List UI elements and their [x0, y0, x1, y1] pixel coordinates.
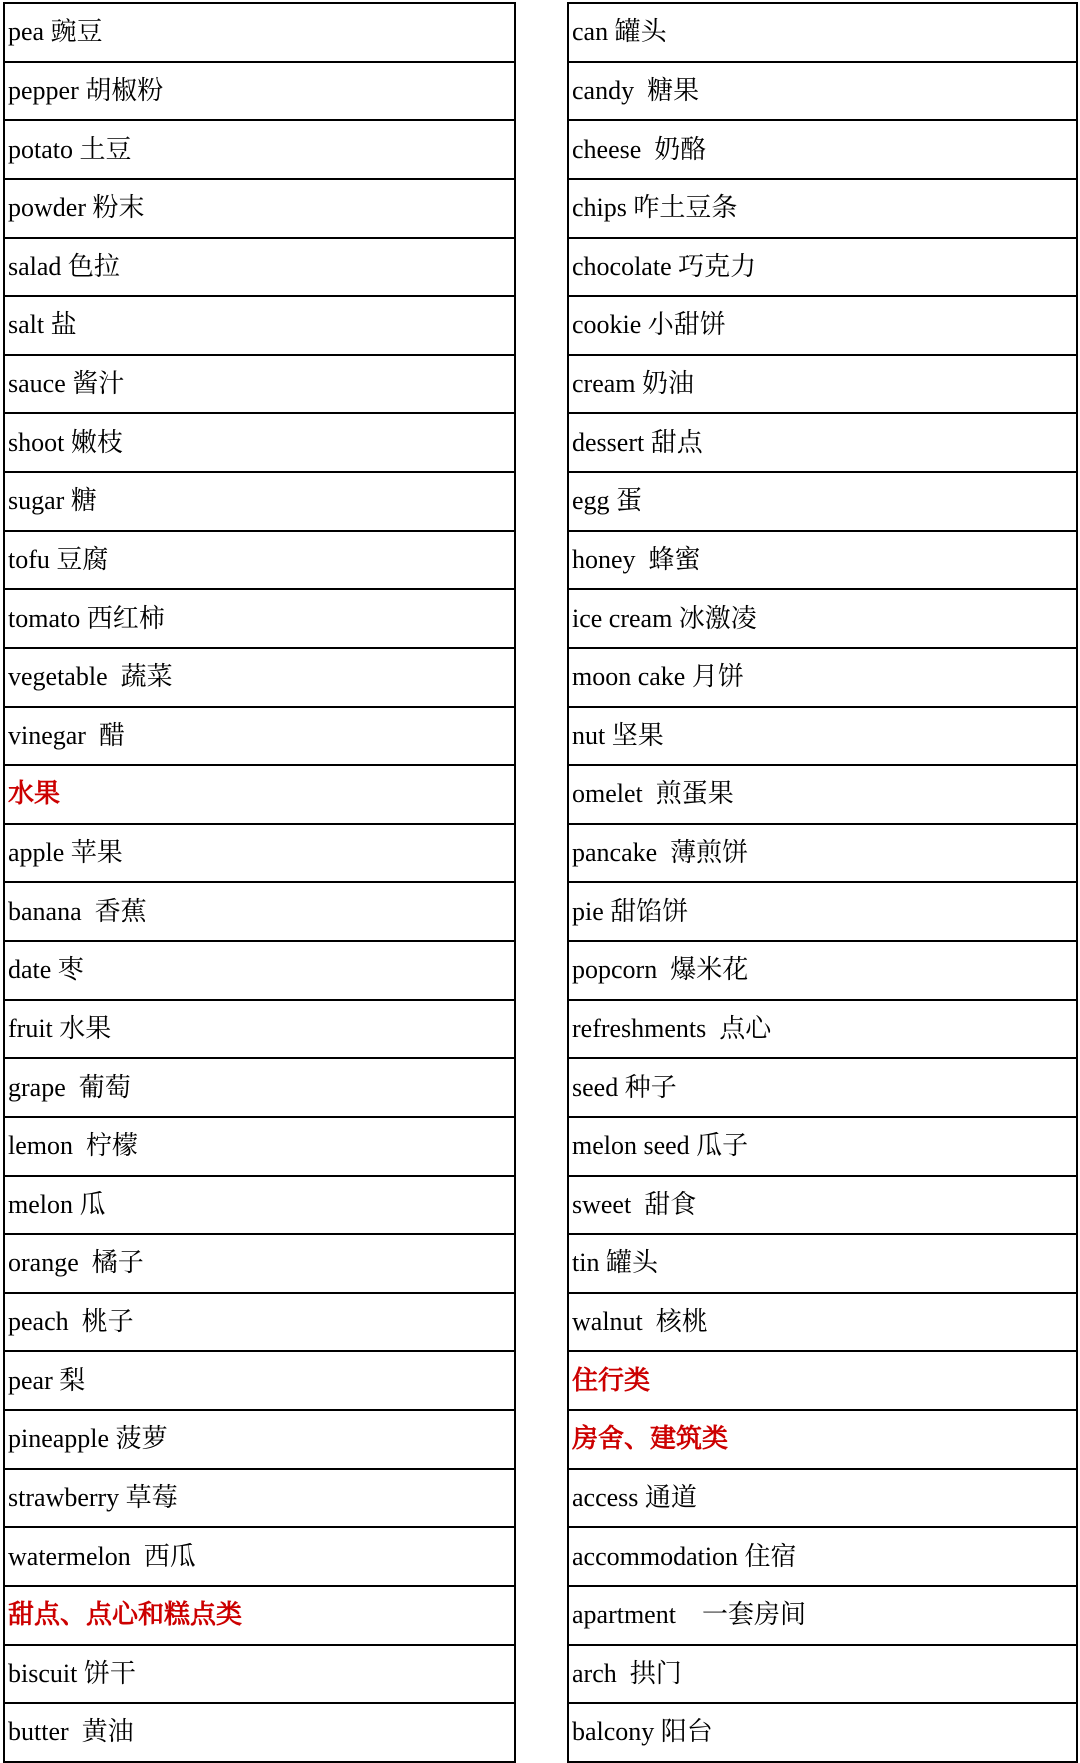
vocabulary-entry: cream 奶油 [568, 355, 1077, 414]
vocabulary-row [4, 62, 515, 121]
vocabulary-row [4, 531, 515, 590]
vocabulary-entry: shoot 嫩枝 [4, 413, 515, 472]
vocabulary-entry: apartment 一套房间 [568, 1586, 1077, 1645]
vocabulary-row [4, 1293, 515, 1352]
vocabulary-row [568, 238, 1077, 297]
category-heading-row [4, 1586, 515, 1645]
vocabulary-entry: honey 蜂蜜 [568, 531, 1077, 590]
vocabulary-entry: sugar 糖 [4, 472, 515, 531]
vocabulary-row [568, 1117, 1077, 1176]
vocabulary-row [568, 1000, 1077, 1059]
vocabulary-table-left [3, 2, 516, 1763]
category-heading: 甜点、点心和糕点类 [4, 1586, 515, 1645]
vocabulary-entry: moon cake 月饼 [568, 648, 1077, 707]
vocabulary-entry: orange 橘子 [4, 1234, 515, 1293]
vocabulary-entry: nut 坚果 [568, 707, 1077, 766]
vocabulary-entry: banana 香蕉 [4, 882, 515, 941]
vocabulary-row [4, 296, 515, 355]
vocabulary-row [4, 1117, 515, 1176]
vocabulary-entry: biscuit 饼干 [4, 1645, 515, 1704]
vocabulary-row [4, 179, 515, 238]
vocabulary-entry: ice cream 冰激凌 [568, 589, 1077, 648]
vocabulary-row [4, 3, 515, 62]
vocabulary-row [568, 1234, 1077, 1293]
vocabulary-entry: peach 桃子 [4, 1293, 515, 1352]
vocabulary-row [568, 1703, 1077, 1762]
vocabulary-entry: chocolate 巧克力 [568, 238, 1077, 297]
vocabulary-entry: pepper 胡椒粉 [4, 62, 515, 121]
vocabulary-row [568, 707, 1077, 766]
vocabulary-row [4, 472, 515, 531]
vocabulary-entry: apple 苹果 [4, 824, 515, 883]
vocabulary-entry: date 枣 [4, 941, 515, 1000]
vocabulary-row [4, 589, 515, 648]
category-heading: 房舍、建筑类 [568, 1410, 1077, 1469]
vocabulary-row [4, 1058, 515, 1117]
vocabulary-row [4, 1000, 515, 1059]
vocabulary-entry: butter 黄油 [4, 1703, 515, 1762]
vocabulary-row [4, 1410, 515, 1469]
vocabulary-row [4, 824, 515, 883]
vocabulary-row [568, 531, 1077, 590]
category-heading-row [568, 1351, 1077, 1410]
vocabulary-row [4, 707, 515, 766]
vocabulary-row [4, 1469, 515, 1528]
category-heading: 水果 [4, 765, 515, 824]
vocabulary-row [4, 648, 515, 707]
vocabulary-entry: balcony 阳台 [568, 1703, 1077, 1762]
vocabulary-entry: seed 种子 [568, 1058, 1077, 1117]
vocabulary-row [4, 1234, 515, 1293]
vocabulary-entry: chips 咋土豆条 [568, 179, 1077, 238]
vocabulary-entry: tomato 西红柿 [4, 589, 515, 648]
vocabulary-row [568, 941, 1077, 1000]
vocabulary-entry: arch 拱门 [568, 1645, 1077, 1704]
vocabulary-row [568, 3, 1077, 62]
vocabulary-entry: melon 瓜 [4, 1176, 515, 1235]
vocabulary-entry: vinegar 醋 [4, 707, 515, 766]
vocabulary-entry: lemon 柠檬 [4, 1117, 515, 1176]
vocabulary-entry: omelet 煎蛋果 [568, 765, 1077, 824]
vocabulary-row [4, 1176, 515, 1235]
vocabulary-entry: vegetable 蔬菜 [4, 648, 515, 707]
vocabulary-row [568, 1058, 1077, 1117]
vocabulary-row [568, 296, 1077, 355]
vocabulary-entry: egg 蛋 [568, 472, 1077, 531]
vocabulary-entry: sweet 甜食 [568, 1176, 1077, 1235]
vocabulary-row [568, 1469, 1077, 1528]
category-heading-row [568, 1410, 1077, 1469]
vocabulary-entry: strawberry 草莓 [4, 1469, 515, 1528]
vocabulary-entry: pie 甜馅饼 [568, 882, 1077, 941]
vocabulary-row [568, 413, 1077, 472]
vocabulary-row [4, 882, 515, 941]
vocabulary-row [568, 1645, 1077, 1704]
vocabulary-entry: dessert 甜点 [568, 413, 1077, 472]
vocabulary-row [568, 1527, 1077, 1586]
vocabulary-row [568, 179, 1077, 238]
vocabulary-row [4, 413, 515, 472]
vocabulary-row [4, 1351, 515, 1410]
vocabulary-row [568, 355, 1077, 414]
vocabulary-entry: candy 糖果 [568, 62, 1077, 121]
vocabulary-table-right [567, 2, 1078, 1763]
vocabulary-entry: accommodation 住宿 [568, 1527, 1077, 1586]
vocabulary-entry: tin 罐头 [568, 1234, 1077, 1293]
vocabulary-row [568, 120, 1077, 179]
vocabulary-entry: access 通道 [568, 1469, 1077, 1528]
vocabulary-row [568, 765, 1077, 824]
vocabulary-entry: cookie 小甜饼 [568, 296, 1077, 355]
vocabulary-row [568, 472, 1077, 531]
vocabulary-row [568, 1293, 1077, 1352]
vocabulary-row [568, 589, 1077, 648]
vocabulary-entry: walnut 核桃 [568, 1293, 1077, 1352]
vocabulary-row [568, 824, 1077, 883]
vocabulary-entry: popcorn 爆米花 [568, 941, 1077, 1000]
vocabulary-row [568, 648, 1077, 707]
vocabulary-entry: salt 盐 [4, 296, 515, 355]
vocabulary-entry: pineapple 菠萝 [4, 1410, 515, 1469]
vocabulary-row [568, 1176, 1077, 1235]
vocabulary-entry: sauce 酱汁 [4, 355, 515, 414]
vocabulary-row [4, 1703, 515, 1762]
vocabulary-row [568, 1586, 1077, 1645]
vocabulary-entry: watermelon 西瓜 [4, 1527, 515, 1586]
vocabulary-row [4, 1527, 515, 1586]
vocabulary-row [4, 355, 515, 414]
vocabulary-entry: salad 色拉 [4, 238, 515, 297]
vocabulary-entry: tofu 豆腐 [4, 531, 515, 590]
vocabulary-entry: powder 粉末 [4, 179, 515, 238]
vocabulary-row [4, 238, 515, 297]
vocabulary-entry: pancake 薄煎饼 [568, 824, 1077, 883]
vocabulary-entry: pea 豌豆 [4, 3, 515, 62]
vocabulary-entry: grape 葡萄 [4, 1058, 515, 1117]
category-heading: 住行类 [568, 1351, 1077, 1410]
category-heading-row [4, 765, 515, 824]
vocabulary-entry: pear 梨 [4, 1351, 515, 1410]
vocabulary-entry: can 罐头 [568, 3, 1077, 62]
vocabulary-entry: potato 土豆 [4, 120, 515, 179]
vocabulary-row [4, 1645, 515, 1704]
vocabulary-entry: melon seed 瓜子 [568, 1117, 1077, 1176]
vocabulary-entry: refreshments 点心 [568, 1000, 1077, 1059]
vocabulary-row [4, 120, 515, 179]
vocabulary-row [4, 941, 515, 1000]
vocabulary-row [568, 882, 1077, 941]
vocabulary-row [568, 62, 1077, 121]
vocabulary-entry: cheese 奶酪 [568, 120, 1077, 179]
vocabulary-entry: fruit 水果 [4, 1000, 515, 1059]
